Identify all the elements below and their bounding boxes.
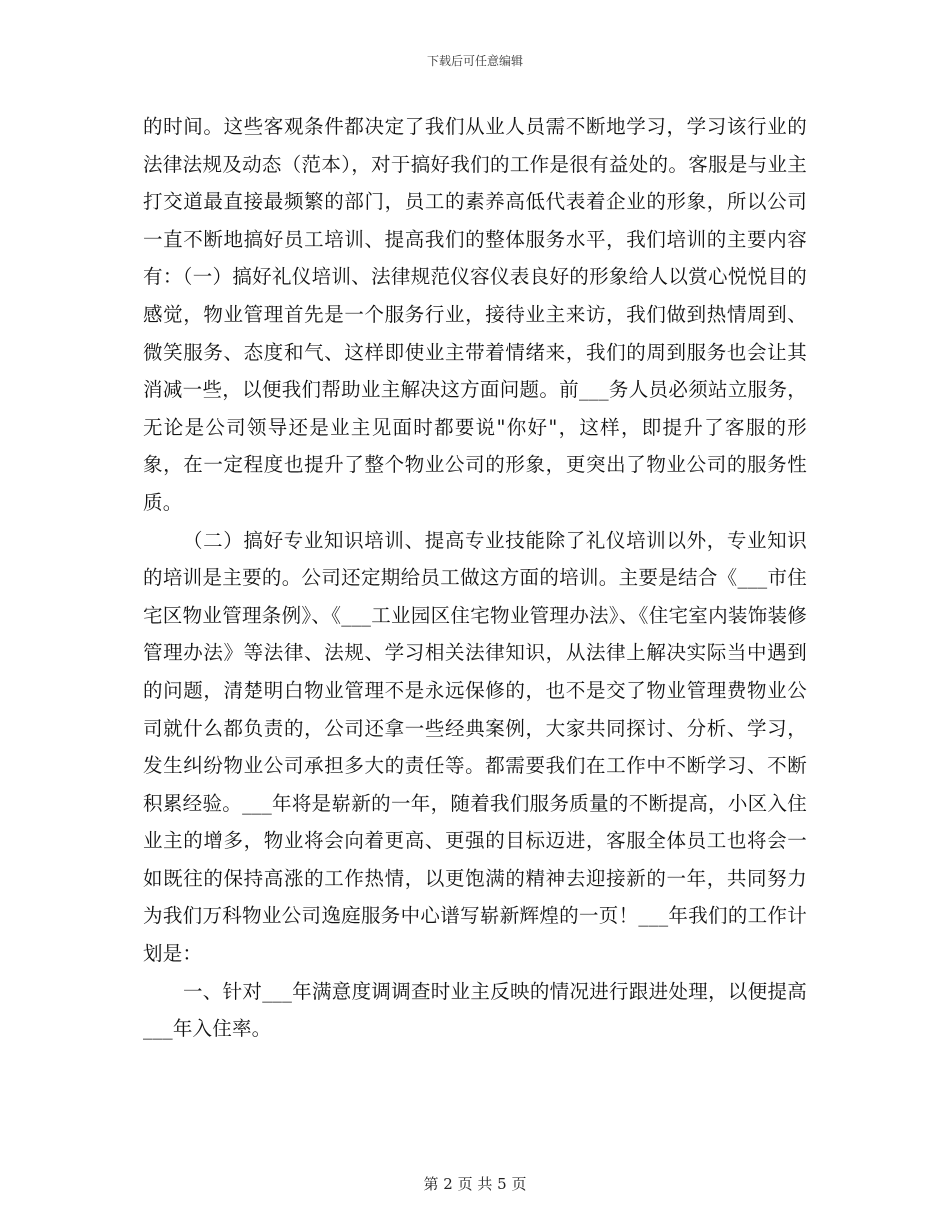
paragraph-1: 的时间。这些客观条件都决定了我们从业人员需不断地学习，学习该行业的法律法规及动态（范本），对于搞好我们的工作是很有益处的。客服是与业主打交道最直接最频繁的部门，员工的素养高低代表着企业的形象，所以公司一直不断地搞好员工培训、提高我们的整体服务水平，我们培训的主要内容有：（一）搞好礼仪培训、法律规范仪容仪表良好的形象给人以赏心悦悦目的感觉，物业管理首先是一个服务行业，接待业主来访，我们做到热情周到、微笑服务、态度和气、这样即使业主带着情绪来，我们的周到服务也会让其消减一些，以便我们帮助业主解决这方面问题。前___务人员必须站立服务，无论是公司领导还是业主见面时都要说"你好"，这样，即提升了客服的形象，在一定程度也提升了整个物业公司的形象，更突出了物业公司的服务性质。 [143, 115, 807, 514]
paragraph-2: （二）搞好专业知识培训、提高专业技能除了礼仪培训以外，专业知识的培训是主要的。公司还定期给员工做这方面的培训。主要是结合《___市住宅区物业管理条例》、《___工业园区住宅物业管理办法》、《住宅室内装饰装修管理办法》等法律、法规、学习相关法律知识，从法律上解决实际当中遇到的问题，清楚明白物业管理不是永远保修的，也不是交了物业管理费物业公司就什么都负责的，公司还拿一些经典案例，大家共同探讨、分析、学习，发生纠纷物业公司承担多大的责任等。都需要我们在工作中不断学习、不断积累经验。___年将是崭新的一年，随着我们服务质量的不断提高，小区入住业主的增多，物业将会向着更高、更强的目标迈进，客服全体员工也将会一如既往的保持高涨的工作热情，以更饱满的精神去迎接新的一年，共同努力为我们万科物业公司逸庭服务中心谱写崭新辉煌的一页！___年我们的工作计划是： [143, 528, 807, 966]
paragraph-3: 一、针对___年满意度调调查时业主反映的情况进行跟进处理，以便提高___年入住率。 [143, 979, 807, 1041]
body-text [143, 108, 807, 1048]
page-header: 下载后可任意编辑 [426, 54, 523, 68]
page-footer: 第 2 页 共 5 页 [423, 1175, 527, 1193]
